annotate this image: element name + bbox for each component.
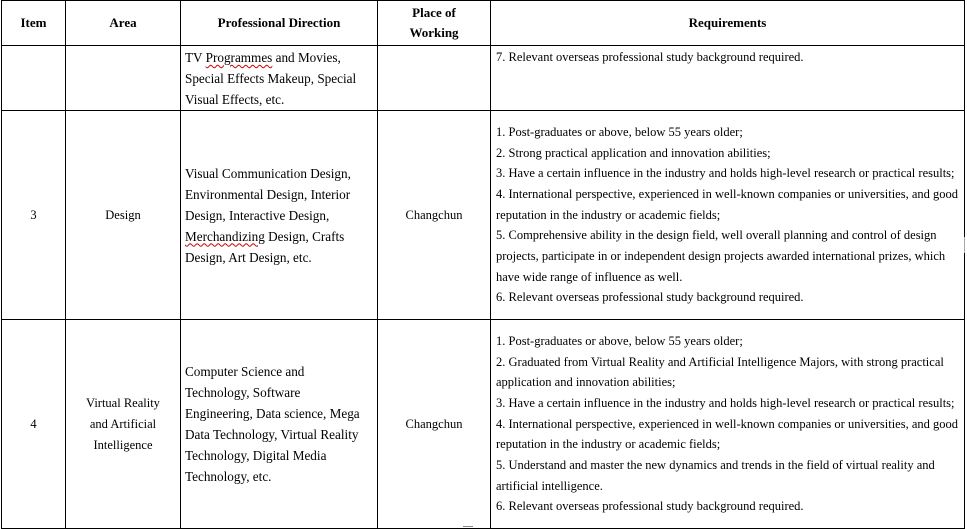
requirement-item: 3. Have a certain influence in the industry and holds high-level research or practical results; <box>496 395 955 410</box>
recruitment-table <box>1 0 965 529</box>
requirement-item: 7. Relevant overseas professional study background required. <box>496 50 804 64</box>
place-cell <box>378 46 491 111</box>
requirement-item: 5. Understand and master the new dynamics and trends in the field of virtual reality and artificial intelligence. <box>496 458 935 493</box>
header-area: Area <box>66 1 181 46</box>
place-cell: Changchun <box>378 111 491 320</box>
requirement-item: 2. Strong practical application and innovation abilities; <box>496 145 771 160</box>
requirement-item: 6. Relevant overseas professional study background required. <box>496 499 804 514</box>
direction-cell: Visual Communication Design, Environmental Design, Interior Design, Interactive Design, Merchandizing Design, Crafts Design, Art Design, etc. <box>181 111 378 320</box>
header-place <box>378 1 491 46</box>
area-cell <box>66 46 181 111</box>
table-row <box>2 111 965 320</box>
item-cell <box>2 46 66 111</box>
header-place-line2: Working <box>409 25 459 40</box>
table-row <box>2 46 965 111</box>
header-item: Item <box>2 1 66 46</box>
requirements-cell <box>491 46 965 111</box>
header-place-line1: Place of <box>412 5 456 20</box>
direction-cell: TV Programmes and Movies, Special Effects Makeup, Special Visual Effects, etc. <box>181 46 378 111</box>
header-row <box>2 1 965 46</box>
header-direction: Professional Direction <box>181 1 378 46</box>
page-bottom-marker <box>463 526 473 527</box>
spellcheck-flag: Merchandizing <box>185 228 265 244</box>
place-cell: Changchun <box>378 320 491 529</box>
requirement-item: 5. Comprehensive ability in the design field, well overall planning and control of design projects, participate in or independent design projects awarded international prizes, which have wide range of influence as well. <box>496 228 946 284</box>
area-cell: Virtual Reality and Artificial Intelligence <box>66 320 181 529</box>
spellcheck-flag: Programmes <box>205 50 273 65</box>
requirement-item: 4. International perspective, experienced in well-known companies or universities, and good reputation in the industry or academic fields; <box>496 416 959 452</box>
area-cell: Design <box>66 111 181 320</box>
requirement-item: 4. International perspective, experienced in well-known companies or universities, and good reputation in the industry or academic fields; <box>496 186 959 222</box>
requirements-cell <box>491 320 965 529</box>
requirement-item: 1. Post-graduates or above, below 55 years older; <box>496 124 743 139</box>
table-row <box>2 320 965 529</box>
header-requirements: Requirements <box>491 1 965 46</box>
requirement-item: 6. Relevant overseas professional study background required. <box>496 290 804 305</box>
requirement-item: 1. Post-graduates or above, below 55 years older; <box>496 333 743 348</box>
requirement-item: 2. Graduated from Virtual Reality and Artificial Intelligence Majors, with strong practical application and innovation abilities; <box>496 354 944 390</box>
direction-cell: Computer Science and Technology, Software Engineering, Data science, Mega Data Technology, Virtual Reality Technology, Digital Media Technology, etc. <box>181 320 378 529</box>
requirements-cell <box>491 111 965 320</box>
item-cell: 4 <box>2 320 66 529</box>
requirement-item: 3. Have a certain influence in the industry and holds high-level research or practical results; <box>496 166 955 181</box>
item-cell: 3 <box>2 111 66 320</box>
